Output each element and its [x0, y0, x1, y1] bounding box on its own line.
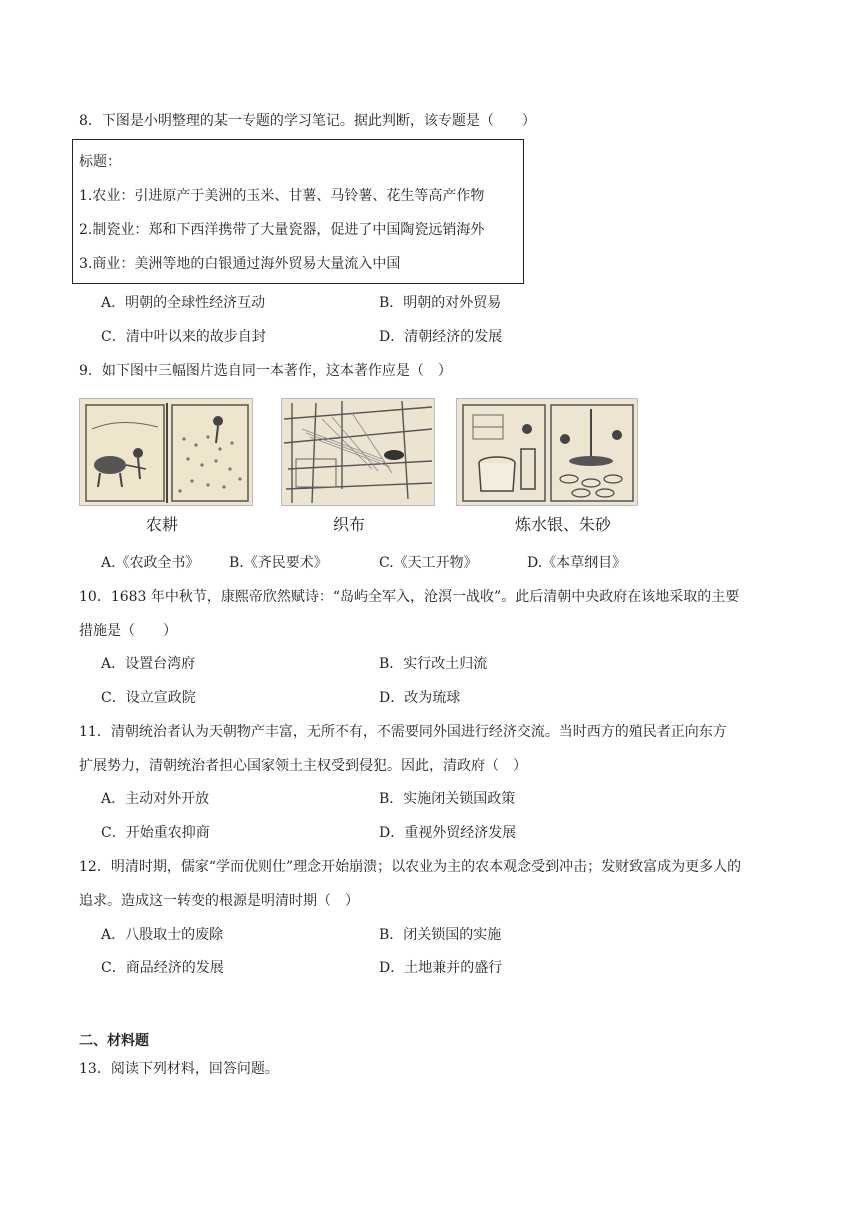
caption-farming: 农耕	[145, 515, 178, 534]
mercury-cinnabar-illustration	[456, 398, 638, 506]
q9-option-d[interactable]: D.《本草纲目》	[527, 555, 627, 571]
weaving-illustration	[281, 398, 435, 506]
note-title: 标题：	[79, 154, 121, 170]
q12-option-c[interactable]: C．商品经济的发展	[101, 960, 224, 976]
q11-option-b[interactable]: B．实施闭关锁国政策	[379, 791, 516, 807]
farming-illustration	[79, 398, 253, 506]
q8-option-b[interactable]: B．明朝的对外贸易	[379, 295, 502, 311]
q10-option-c[interactable]: C．设立宣政院	[101, 690, 196, 706]
caption-mercury-cinnabar: 炼水银、朱砂	[514, 515, 611, 534]
q10-stem-line2: 措施是（ ）	[79, 623, 177, 639]
q11-stem-line2: 扩展势力，清朝统治者担心国家领土主权受到侵犯。因此，清政府（ ）	[79, 758, 527, 774]
q10-option-d[interactable]: D．改为琉球	[379, 690, 461, 706]
q11-stem-line1: 11．清朝统治者认为天朝物产丰富，无所不有，不需要同外国进行经济交流。当时西方的殖民者正向东方	[79, 724, 727, 740]
q12-option-d[interactable]: D．土地兼并的盛行	[379, 960, 503, 976]
q10-option-b[interactable]: B．实行改土归流	[379, 656, 488, 672]
q9-option-c[interactable]: C.《天工开物》	[379, 555, 478, 571]
note-line-3: 3.商业：美洲等地的白银通过海外贸易大量流入中国	[79, 256, 401, 272]
section-heading-materials: 二、材料题	[79, 1033, 149, 1049]
q12-stem-line2: 追求。造成这一转变的根源是明清时期（ ）	[79, 893, 359, 909]
note-line-2: 2.制瓷业：郑和下西洋携带了大量瓷器，促进了中国陶瓷远销海外	[79, 222, 485, 238]
q12-stem-line1: 12．明清时期，儒家“学而优则仕”理念开始崩溃；以农业为主的农本观念受到冲击；发财致富成为更多人的	[79, 859, 742, 875]
note-line-1: 1.农业：引进原产于美洲的玉米、甘薯、马铃薯、花生等高产作物	[79, 188, 485, 204]
q10-option-a[interactable]: A．设置台湾府	[101, 656, 196, 672]
q11-option-d[interactable]: D．重视外贸经济发展	[379, 825, 517, 841]
q9-option-a[interactable]: A.《农政全书》	[101, 555, 200, 571]
q8-option-d[interactable]: D．清朝经济的发展	[379, 329, 503, 345]
study-note-box	[72, 139, 524, 284]
q11-option-c[interactable]: C．开始重农抑商	[101, 825, 210, 841]
q8-option-c[interactable]: C．清中叶以来的故步自封	[101, 329, 266, 345]
q9-stem: 9．如下图中三幅图片选自同一本著作，这本著作应是（ ）	[79, 363, 452, 379]
q11-option-a[interactable]: A．主动对外开放	[101, 791, 210, 807]
caption-weaving: 织布	[332, 515, 365, 534]
q10-stem-line1: 10．1683 年中秋节，康熙帝欣然赋诗：“岛屿全军入，沧溟一战收”。此后清朝中央政府在该地采取的主要	[79, 589, 740, 605]
q8-stem: 8．下图是小明整理的某一专题的学习笔记。据此判断，该专题是（ ）	[79, 113, 536, 129]
q13-stem: 13．阅读下列材料，回答问题。	[79, 1061, 279, 1077]
q9-option-b[interactable]: B.《齐民要术》	[229, 555, 328, 571]
q12-option-a[interactable]: A．八股取士的废除	[101, 927, 224, 943]
q8-option-a[interactable]: A．明朝的全球性经济互动	[101, 295, 266, 311]
q12-option-b[interactable]: B．闭关锁国的实施	[379, 927, 502, 943]
